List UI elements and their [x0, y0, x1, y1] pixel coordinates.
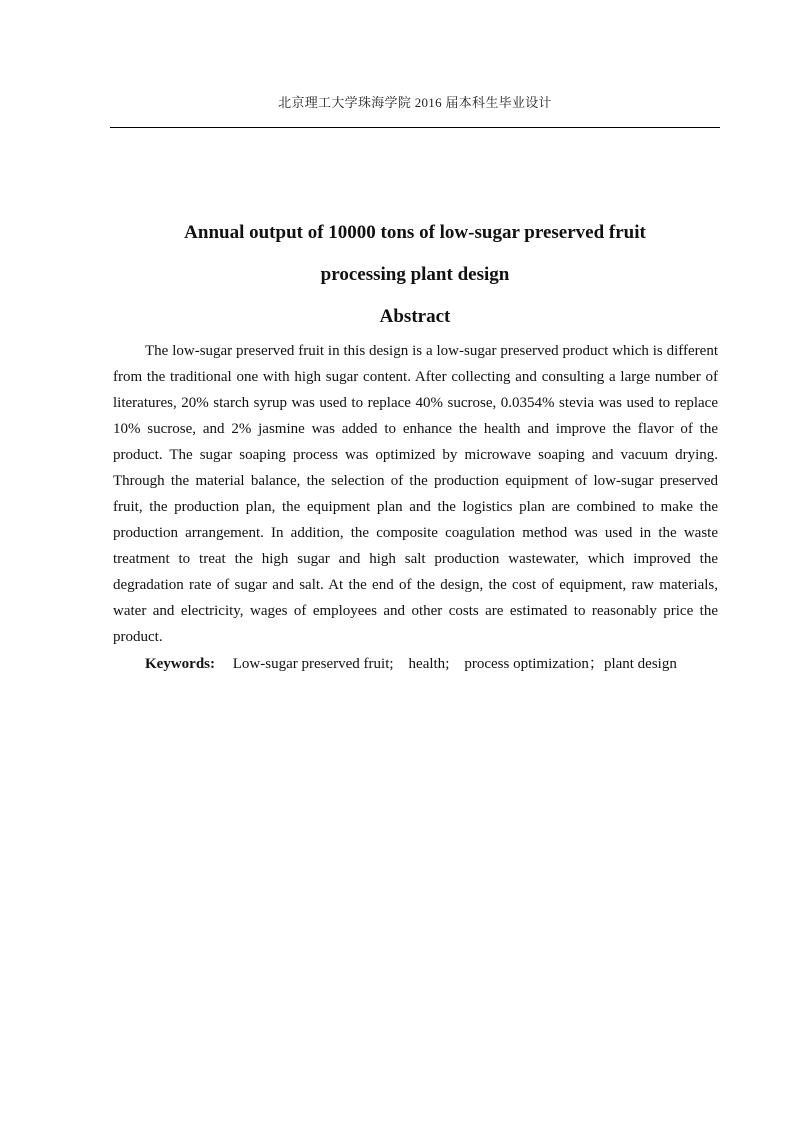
keyword: Low-sugar preserved fruit [232, 656, 390, 672]
keyword: plant design [603, 656, 677, 672]
keyword-separator: ; [445, 656, 461, 672]
keywords-label: Keywords: [145, 656, 215, 672]
keywords-line [145, 651, 725, 677]
header-rule [110, 127, 720, 128]
keyword: health [408, 656, 446, 672]
abstract-body: The low-sugar preserved fruit in this design is a low-sugar preserved product which is different from the traditional one with high sugar content. After collecting and consulting a large number of literatures, 20% starch syrup was used to replace 40% sucrose, 0.0354% stevia was used to replace 10% sucrose, and 2% jasmine was added to enhance the health and improve the flavor of the product. The sugar soaping process was optimized by microwave soaping and vacuum drying. Through the material balance, the selection of the production equipment of low-sugar preserved fruit, the production plan, the equipment plan and the logistics plan are combined to make the production arrangement. In addition, the composite coagulation method was used in the waste treatment to treat the high sugar and high salt production wastewater, which improved the degradation rate of sugar and salt. At the end of the design, the cost of equipment, raw materials, water and electricity, wages of employees and other costs are estimated to reasonably price the product. [113, 343, 718, 645]
abstract-heading: Abstract [379, 306, 451, 327]
running-header: 北京理工大学珠海学院 2016 届本科生毕业设计 [278, 95, 552, 110]
thesis-title-line-2: processing plant design [320, 264, 510, 285]
keyword-separator: ； [588, 656, 604, 672]
keyword: process optimization [464, 656, 589, 672]
thesis-title-line-1: Annual output of 10000 tons of low-sugar preserved fruit [184, 222, 646, 243]
keyword-separator: ; [389, 656, 405, 672]
